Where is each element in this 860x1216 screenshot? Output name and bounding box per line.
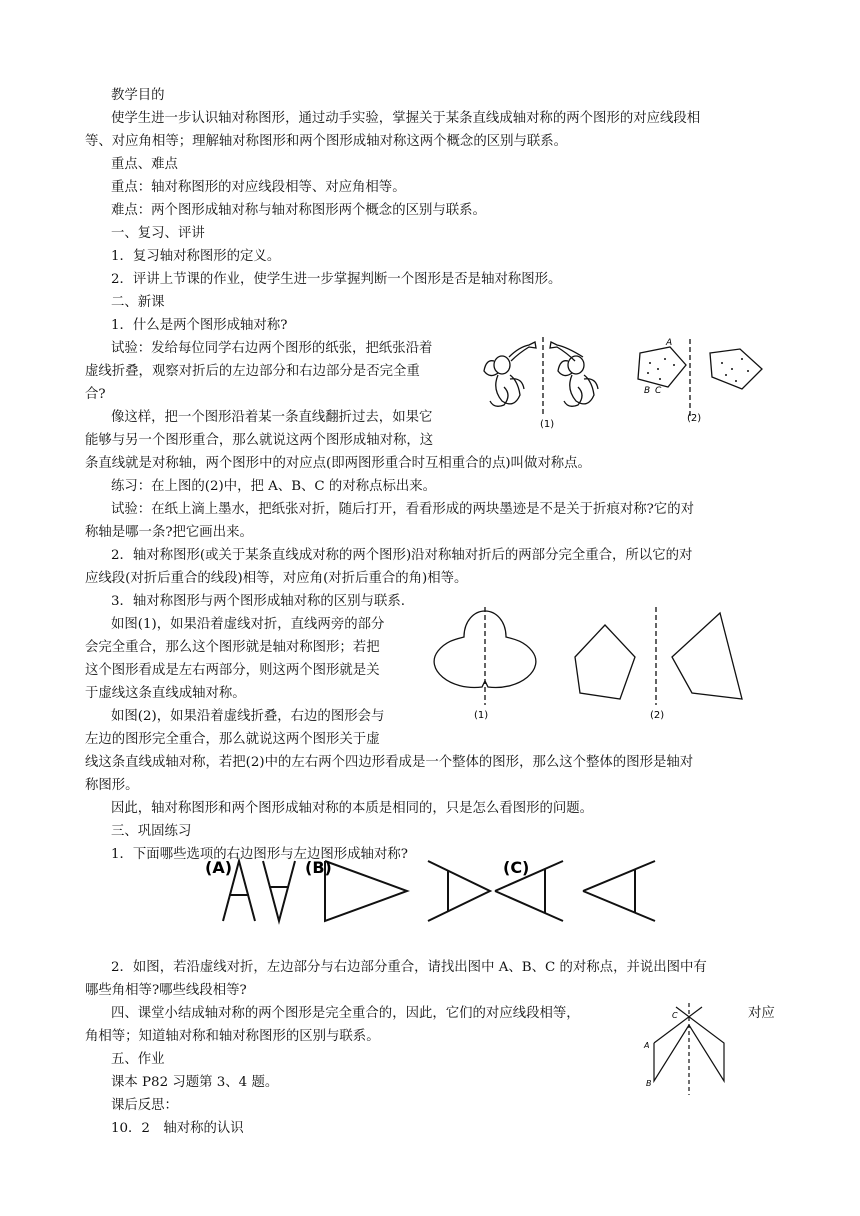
- option-label: (C): [503, 858, 530, 877]
- point-label-c: C: [672, 1011, 678, 1020]
- paragraph: 像这样，把一个图形沿着某一条直线翻折过去，如果它: [111, 410, 433, 425]
- question: 1．什么是两个图形成轴对称?: [111, 318, 288, 333]
- summary: 角相等；知道轴对称和轴对称图形的区别与联系。: [85, 1029, 380, 1044]
- exercise: 1．下面哪些选项的右边图形与左边图形成轴对称?: [111, 847, 408, 862]
- figure-label: (2): [687, 413, 702, 424]
- figure-label: (2): [650, 710, 665, 721]
- point-label-a: A: [666, 338, 673, 348]
- paragraph: 如图(1)，如果沿着虚线对折，直线两旁的部分: [111, 617, 385, 632]
- paragraph: 应线段(对折后重合的线段)相等，对应角(对折后重合的角)相等。: [85, 571, 468, 586]
- paragraph: 左边的图形完全重合，那么就说这两个图形关于虚: [85, 732, 380, 747]
- homework: 课本 P82 习题第 3、4 题。: [111, 1075, 279, 1090]
- quadrilateral-right-shape: [672, 613, 742, 699]
- paragraph: 称轴是哪一条?把它画出来。: [85, 525, 253, 540]
- paragraph: 试验：在纸上滴上墨水，把纸张对折，随后打开，看看形成的两块墨迹是不是关于折痕对称?它的对: [111, 502, 694, 517]
- key-heading: 重点、难点: [111, 157, 178, 172]
- pentagon-right-shape: [710, 349, 762, 389]
- conclusion: 因此，轴对称图形和两个图形成轴对称的本质是相同的，只是怎么看图形的问题。: [111, 801, 594, 816]
- point-label-c: C: [655, 386, 662, 396]
- paragraph: 3．轴对称图形与两个图形成轴对称的区别与联系.: [111, 594, 405, 609]
- option-a-right-shape: [263, 861, 295, 921]
- fairy-left-image: [484, 342, 536, 406]
- pentagon-left-shape: [638, 347, 686, 387]
- paragraph: 虚线折叠，观察对折后的左边部分和右边部分是否完全重: [85, 364, 420, 379]
- paragraph: 这个图形看成是左右两部分，则这两个图形就是关: [85, 663, 380, 678]
- point-label-b: B: [646, 1079, 652, 1088]
- paragraph: 1．复习轴对称图形的定义。: [111, 249, 281, 264]
- summary: 对应: [748, 1006, 775, 1021]
- paragraph: 条直线就是对称轴，两个图形中的对应点(即两图形重合时互相重合的点)叫做对称点。: [85, 456, 591, 471]
- reflection: 课后反思：: [111, 1098, 178, 1113]
- options-figure: [205, 855, 660, 925]
- summary: 四、课堂小结成轴对称的两个图形是完全重合的，因此，它们的对应线段相等，: [111, 1006, 580, 1021]
- point-label-b: B: [644, 386, 651, 396]
- practice: 练习：在上图的(2)中，把 A、B、C 的对称点标出来。: [111, 479, 437, 494]
- fold-experiment-figure: [480, 335, 765, 430]
- key-point: 重点：轴对称图形的对应线段相等、对应角相等。: [111, 180, 406, 195]
- fairy-right-image: [550, 342, 598, 406]
- paragraph: 于虚线这条直线成轴对称。: [85, 686, 246, 701]
- paragraph: 会完全重合，那么这个图形就是轴对称图形；若把: [85, 640, 380, 655]
- option-b-right-shape: [428, 861, 490, 921]
- section-heading: 五、作业: [111, 1052, 165, 1067]
- objective-heading: 教学目的: [111, 88, 165, 103]
- difficult-point: 难点：两个图形成轴对称与轴对称图形两个概念的区别与联系。: [111, 203, 486, 218]
- section-heading: 一、复习、评讲: [111, 226, 205, 241]
- paragraph: 称图形。: [85, 778, 139, 793]
- paragraph: 如图(2)，如果沿着虚线折叠，右边的图形会与: [111, 709, 385, 724]
- paragraph: 线这条直线成轴对称，若把(2)中的左右两个四边形看成是一个整体的图形，那么这个整体的图形是轴对: [85, 755, 694, 770]
- quadrilateral-left-shape: [575, 625, 635, 699]
- fold-exercise-figure: [634, 1003, 744, 1103]
- symmetry-comparison-figure: [430, 607, 750, 722]
- section-heading: 二、新课: [111, 295, 165, 310]
- option-c-right-shape: [583, 861, 655, 921]
- figure-label: (1): [474, 710, 489, 721]
- exercise: 2．如图，若沿虚线对折，左边部分与右边部分重合，请找出图中 A、B、C 的对称点，并说出图中有: [111, 960, 707, 975]
- paragraph: 合?: [85, 387, 106, 402]
- objective-text: 使学生进一步认识轴对称图形，通过动手实验，掌握关于某条直线成轴对称的两个图形的对应线段相: [111, 111, 701, 126]
- option-label: (B): [305, 858, 332, 877]
- paragraph: 试验：发给每位同学右边两个图形的纸张，把纸张沿着: [111, 341, 433, 356]
- figure-label: (1): [540, 419, 555, 430]
- option-b-left-shape: [325, 861, 407, 921]
- paragraph: 2．评讲上节课的作业，使学生进一步掌握判断一个图形是否是轴对称图形。: [111, 272, 562, 287]
- objective-text: 等、对应角相等；理解轴对称图形和两个图形成轴对称这两个概念的区别与联系。: [85, 134, 568, 149]
- paragraph: 能够与另一个图形重合，那么就说这两个图形成轴对称，这: [85, 433, 434, 448]
- option-label: (A): [205, 858, 233, 877]
- point-label-a: A: [644, 1041, 650, 1050]
- section-heading: 三、巩固练习: [111, 824, 192, 839]
- next-section-title: 10．2 轴对称的认识: [111, 1121, 244, 1136]
- exercise: 哪些角相等?哪些线段相等?: [85, 983, 247, 998]
- paragraph: 2．轴对称图形(或关于某条直线成对称的两个图形)沿对称轴对折后的两部分完全重合，所以它的对: [111, 548, 693, 563]
